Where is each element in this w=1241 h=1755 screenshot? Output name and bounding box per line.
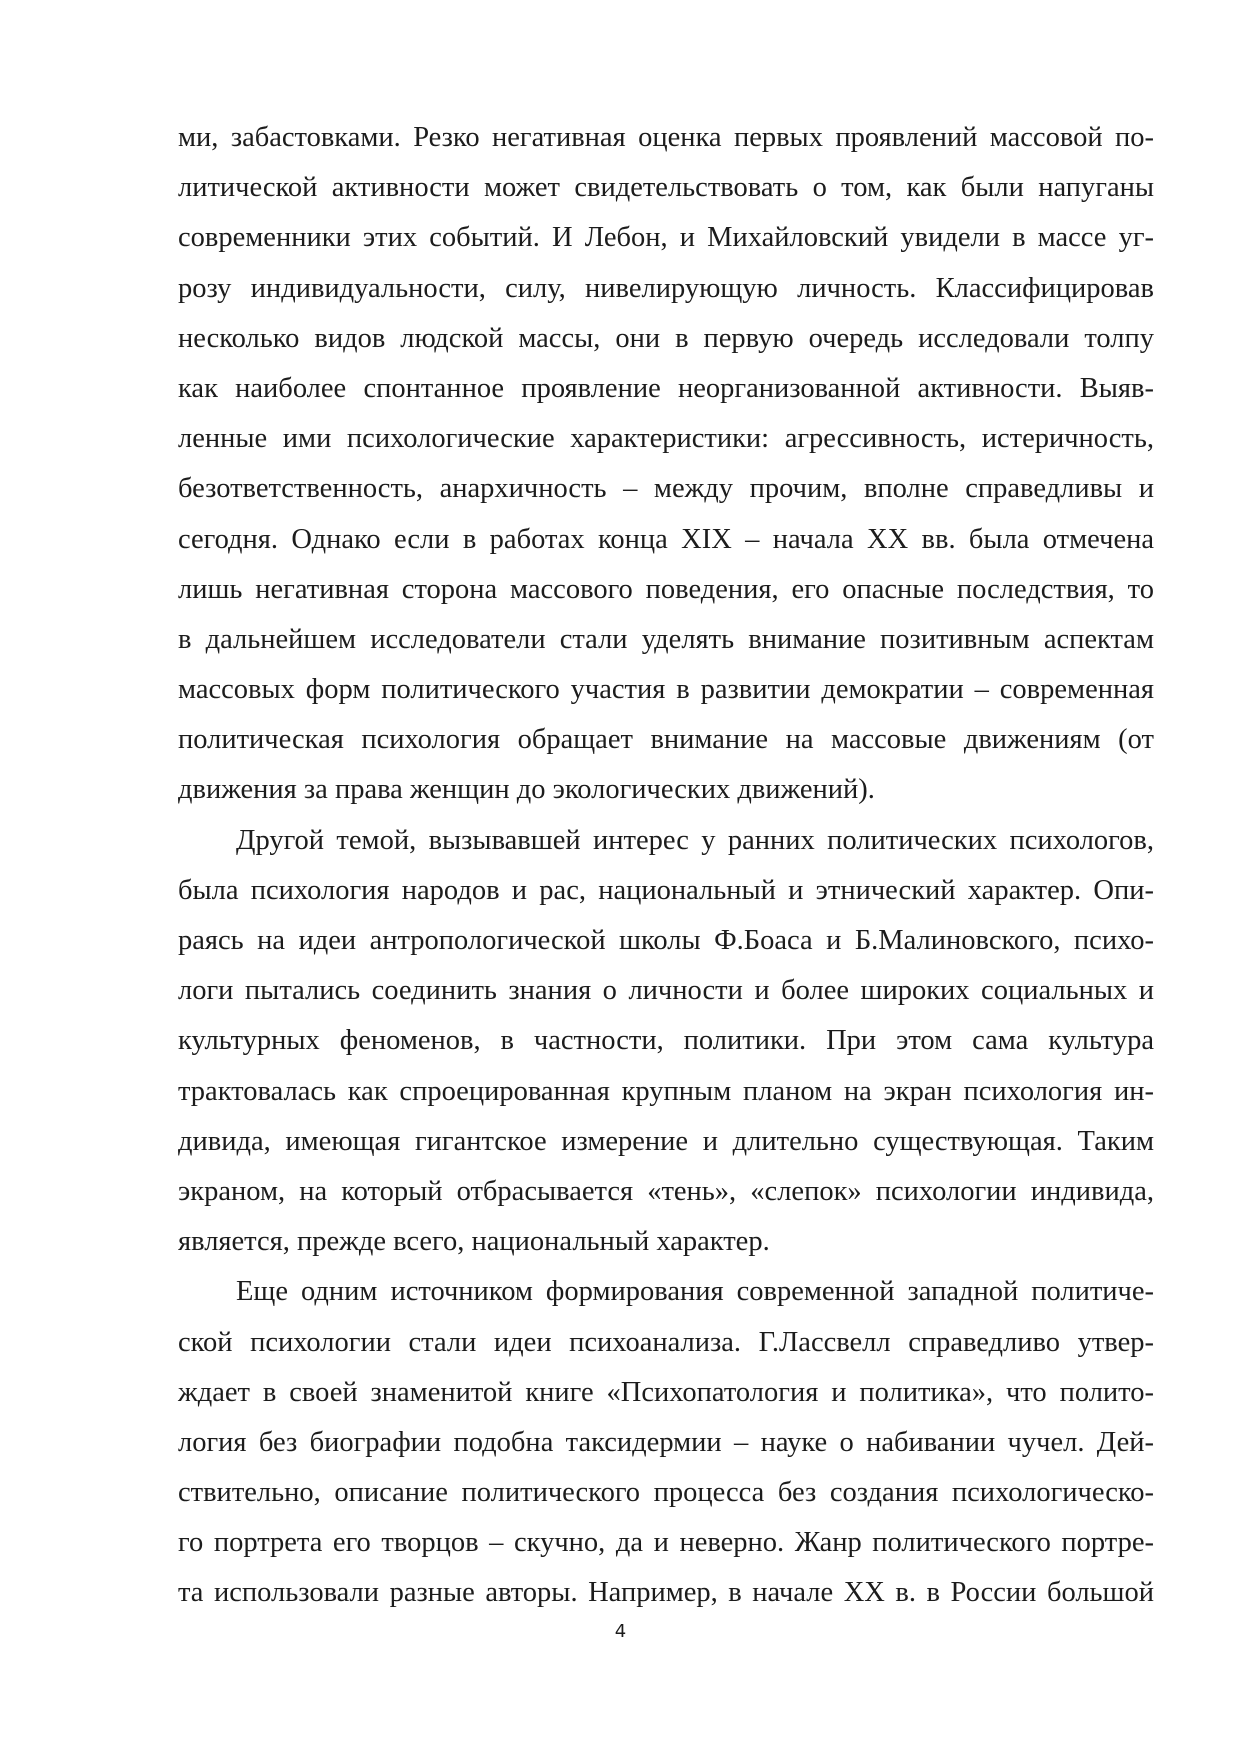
text-line: ждает в своей знаменитой книге «Психопатология и политика», что полито- xyxy=(178,1376,1154,1408)
text-line: была психология народов и рас, национальный и этнический характер. Опи- xyxy=(178,874,1154,906)
text-line: дивида, имеющая гигантское измерение и длительно существующая. Таким xyxy=(178,1125,1154,1157)
text-line: сегодня. Однако если в работах конца XIX – начала XX вв. была отмечена xyxy=(178,523,1154,555)
text-line: политическая психология обращает внимание на массовые движениям (от xyxy=(178,724,1154,756)
text-line: ленные ими психологические характеристики: агрессивность, истеричность, xyxy=(178,423,1154,455)
text-line: та использовали разные авторы. Например, в начале XX в. в России большой xyxy=(178,1577,1154,1609)
body-text xyxy=(178,113,1154,1619)
paragraph-first-line: Другой темой, вызывавшей интерес у ранних политических психологов, xyxy=(236,824,1154,856)
text-line: современники этих событий. И Лебон, и Михайловский увидели в массе уг- xyxy=(178,222,1154,254)
text-line: в дальнейшем исследователи стали уделять внимание позитивным аспектам xyxy=(178,623,1154,655)
text-line: безответственность, анархичность – между прочим, вполне справедливы и xyxy=(178,473,1154,505)
text-line: раясь на идеи антропологической школы Ф.Боаса и Б.Малиновского, психо- xyxy=(178,925,1154,956)
text-line: несколько видов людской массы, они в первую очередь исследовали толпу xyxy=(178,322,1154,354)
paragraph-first-line: Еще одним источником формирования современной западной политиче- xyxy=(236,1276,1154,1308)
text-line: экраном, на который отбрасывается «тень», «слепок» психологии индивида, xyxy=(178,1175,1154,1207)
text-line: культурных феноменов, в частности, политики. При этом сама культура xyxy=(178,1025,1154,1057)
text-line: как наиболее спонтанное проявление неорганизованной активности. Выяв- xyxy=(178,372,1154,404)
text-line: логи пытались соединить знания о личности и более широких социальных и xyxy=(178,975,1154,1007)
text-line: литической активности может свидетельствовать о том, как были напуганы xyxy=(178,172,1154,204)
text-line: го портрета его творцов – скучно, да и неверно. Жанр политического портре- xyxy=(178,1527,1154,1559)
text-line: ской психологии стали идеи психоанализа. Г.Лассвелл справедливо утвер- xyxy=(178,1326,1154,1358)
text-line: розу индивидуальности, силу, нивелирующую личность. Классифицировав xyxy=(178,272,1154,304)
text-line: массовых форм политического участия в развитии демократии – современная xyxy=(178,674,1154,706)
text-line: ствительно, описание политического процесса без создания психологическо- xyxy=(178,1477,1154,1509)
text-line: является, прежде всего, национальный характер. xyxy=(178,1226,770,1258)
page-number: 4 xyxy=(614,1621,627,1642)
text-line: логия без биографии подобна таксидермии – науке о набивании чучел. Дей- xyxy=(178,1426,1154,1458)
text-line: ми, забастовками. Резко негативная оценка первых проявлений массовой по- xyxy=(178,122,1154,153)
text-line: движения за права женщин до экологических движений). xyxy=(178,774,875,806)
text-line: лишь негативная сторона массового поведения, его опасные последствия, то xyxy=(178,573,1154,605)
text-line: трактовалась как спроецированная крупным планом на экран психология ин- xyxy=(178,1075,1154,1107)
